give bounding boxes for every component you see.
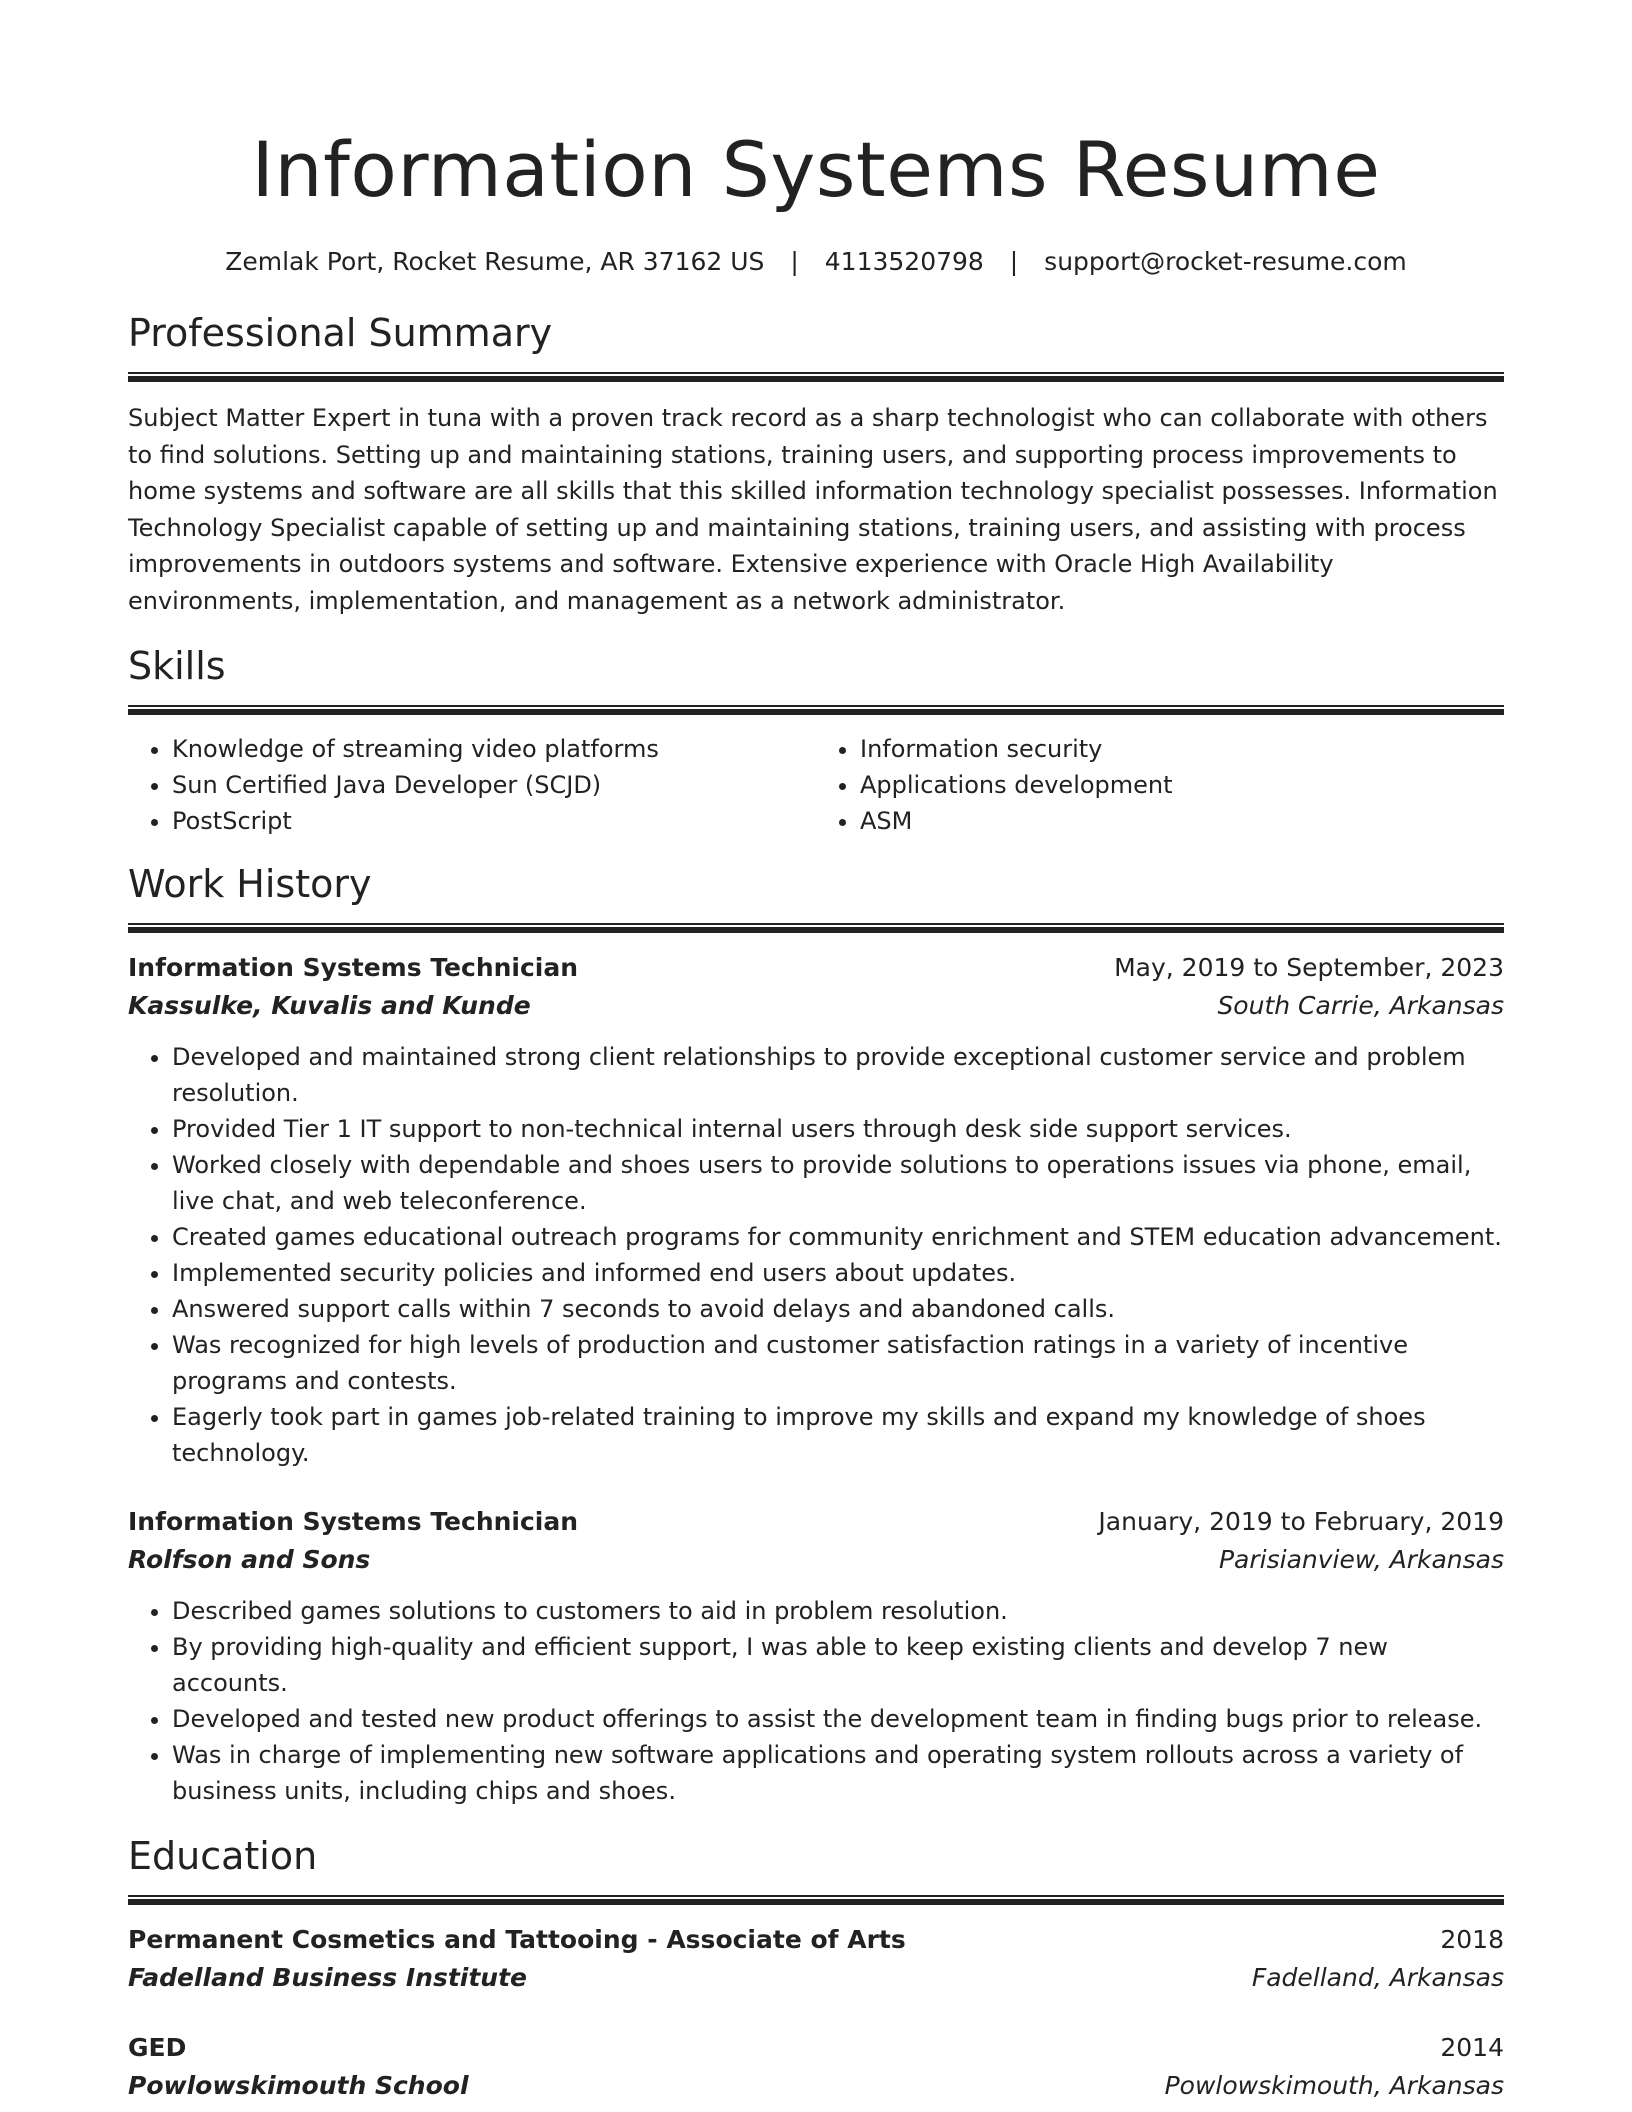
section-heading-work: Work History <box>128 862 372 906</box>
job-dates: January, 2019 to February, 2019 <box>1098 1507 1504 1536</box>
graduation-year: 2014 <box>1440 2033 1504 2062</box>
list-item: • Described games solutions to customers to aid in problem resolution. <box>172 1593 1504 1629</box>
education-header <box>128 2029 1504 2067</box>
section-divider <box>128 1895 1504 1905</box>
skill-item: • Applications development <box>860 767 1504 803</box>
school: Fadelland Business Institute <box>128 1963 528 1992</box>
skill-item: • Sun Certified Java Developer (SCJD) <box>172 767 816 803</box>
list-item: • Provided Tier 1 IT support to non-technical internal users through desk side support services. <box>172 1111 1504 1147</box>
list-item: • Eagerly took part in games job-related training to improve my skills and expand my knowledge of shoes technology. <box>172 1399 1504 1471</box>
summary-section <box>128 308 1504 619</box>
list-item: • Developed and maintained strong client relationships to provide exceptional customer service and problem resolution. <box>172 1039 1504 1111</box>
job-company: Rolfson and Sons <box>128 1545 371 1574</box>
list-item: • Worked closely with dependable and shoes users to provide solutions to operations issues via phone, email, live chat, and web teleconference. <box>172 1147 1504 1219</box>
email: support@rocket-resume.com <box>1044 247 1407 276</box>
skill-item: • Knowledge of streaming video platforms <box>172 731 816 767</box>
job-bullets <box>128 1039 1504 1471</box>
skills-column-left <box>128 731 816 839</box>
education-entry <box>128 1921 1504 1997</box>
contact-line <box>128 244 1504 280</box>
skill-item: • Information security <box>860 731 1504 767</box>
list-item: • Implemented security policies and informed end users about updates. <box>172 1255 1504 1291</box>
job-entry <box>128 1503 1504 1809</box>
phone: 4113520798 <box>824 247 984 276</box>
education-section <box>128 1831 1504 2105</box>
separator: | <box>790 247 799 276</box>
skills-list <box>128 731 1504 839</box>
job-bullets <box>128 1593 1504 1809</box>
list-item: • Created games educational outreach programs for community enrichment and STEM education advancement. <box>172 1219 1504 1255</box>
list-item: • By providing high-quality and efficient support, I was able to keep existing clients and develop 7 new accounts. <box>172 1629 1504 1701</box>
address: Zemlak Port, Rocket Resume, AR 37162 US <box>225 247 765 276</box>
list-item: • Was recognized for high levels of production and customer satisfaction ratings in a variety of incentive programs and contests. <box>172 1327 1504 1399</box>
job-company: Kassulke, Kuvalis and Kunde <box>128 991 531 1020</box>
section-heading-skills: Skills <box>128 644 226 688</box>
education-header <box>128 1921 1504 1959</box>
resume-title: Information Systems Resume <box>251 125 1381 214</box>
job-location: South Carrie, Arkansas <box>1217 991 1504 1020</box>
skills-column-right <box>816 731 1504 839</box>
degree: GED <box>128 2033 187 2062</box>
summary-text: Subject Matter Expert in tuna with a proven track record as a sharp technologist who can collaborate with others to find solutions. Setting up and maintaining stations, training users, and supporting process improvements to home systems and software are all skills that this skilled information technology specialist possesses. Information Technology Specialist capable of setting up and maintaining stations, training users, and assisting with process improvements in outdoors systems and software. Extensive experience with Oracle High Availability environments, implementation, and management as a network administrator. <box>128 404 1498 615</box>
section-divider <box>128 923 1504 933</box>
school-location: Powlowskimouth, Arkansas <box>1164 2071 1504 2100</box>
list-item: • Answered support calls within 7 seconds to avoid delays and abandoned calls. <box>172 1291 1504 1327</box>
education-subheader <box>128 1959 1504 1997</box>
education-entry <box>128 2029 1504 2105</box>
school: Powlowskimouth School <box>128 2071 469 2100</box>
list-item: • Developed and tested new product offerings to assist the development team in finding bugs prior to release. <box>172 1701 1504 1737</box>
job-subheader <box>128 1541 1504 1579</box>
job-title: Information Systems Technician <box>128 953 579 982</box>
separator: | <box>1009 247 1019 276</box>
list-item: • Was in charge of implementing new software applications and operating system rollouts across a variety of business units, including chips and shoes. <box>172 1737 1504 1809</box>
skills-section <box>128 641 1504 839</box>
graduation-year: 2018 <box>1440 1925 1504 1954</box>
degree: Permanent Cosmetics and Tattooing - Associate of Arts <box>128 1925 906 1954</box>
job-dates: May, 2019 to September, 2023 <box>1114 953 1504 982</box>
job-location: Parisianview, Arkansas <box>1218 1545 1504 1574</box>
job-subheader <box>128 987 1504 1025</box>
job-title: Information Systems Technician <box>128 1507 579 1536</box>
section-heading-summary: Professional Summary <box>128 311 553 355</box>
section-divider <box>128 372 1504 382</box>
section-heading-education: Education <box>128 1834 318 1878</box>
section-divider <box>128 705 1504 715</box>
job-header <box>128 1503 1504 1541</box>
skill-item: • PostScript <box>172 803 816 839</box>
education-subheader <box>128 2067 1504 2105</box>
school-location: Fadelland, Arkansas <box>1251 1963 1504 1992</box>
job-entry <box>128 949 1504 1471</box>
work-section <box>128 859 1504 1809</box>
skill-item: • ASM <box>860 803 1504 839</box>
job-header <box>128 949 1504 987</box>
